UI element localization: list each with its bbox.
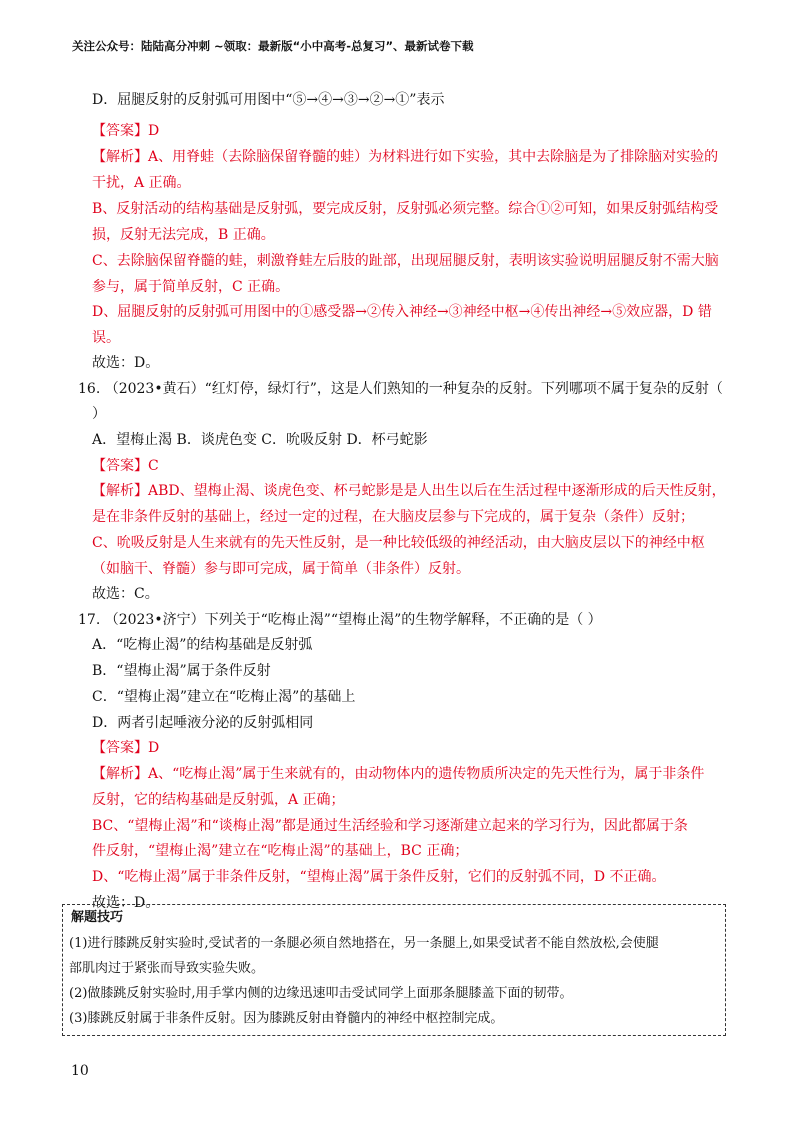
text-line: A．“吃梅止渴”的结构基础是反射弧 [92, 637, 313, 653]
text-line: D．屈腿反射的反射弧可用图中“⑤→④→③→②→①”表示 [92, 92, 445, 108]
text-line: 是在非条件反射的基础上，经过一定的过程，在大脑皮层参与下完成的，属于复杂（条件）反射； [92, 509, 694, 525]
text-line: 参与，属于简单反射，C 正确。 [92, 279, 290, 295]
tips-line: (1)进行膝跳反射实验时,受试者的一条腿必须自然地搭在，另一条腿上,如果受试者不能自然放松,会使腿 [69, 936, 659, 951]
text-line: 故选：D。 [92, 895, 160, 911]
tips-line: (2)做膝跳反射实验时,用手掌内侧的边缘迅速叩击受试同学上面那条腿膝盖下面的韧带。 [69, 986, 573, 1001]
text-line: 件反射，“望梅止渴”建立在“吃梅止渴”的基础上，BC 正确； [92, 843, 469, 859]
text-line: 16. （2023•黄石）“红灯停，绿灯行”，这是人们熟知的一种复杂的反射。下列哪项不属于复杂的反射（ [78, 381, 723, 397]
text-line: ） [92, 406, 106, 422]
text-line: C．“望梅止渴”建立在“吃梅止渴”的基础上 [92, 689, 356, 705]
text-line: 【解析】A、用脊蛙（去除脑保留脊髓的蛙）为材料进行如下实验，其中去除脑是为了排除脑对实验的 [92, 149, 719, 165]
text-line: BC、“望梅止渴”和“谈梅止渴”都是通过生活经验和学习逐渐建立起来的学习行为，因此都属于条 [92, 818, 688, 834]
text-line: D、屈腿反射的反射弧可用图中的①感受器→②传入神经→③神经中枢→④传出神经→⑤效应器，D 错 [92, 304, 712, 320]
text-line: B．“望梅止渴”属于条件反射 [92, 663, 271, 679]
text-line: 故选：D。 [92, 355, 160, 371]
text-line: 故选：C。 [92, 586, 159, 602]
text-line: 17. （2023•济宁）下列关于“吃梅止渴”“望梅止渴”的生物学解释，不正确的是（ ） [78, 612, 602, 628]
text-line: B、反射活动的结构基础是反射弧，要完成反射，反射弧必须完整。综合①②可知，如果反射弧结构受 [92, 201, 719, 217]
tips-title: 解题技巧 [71, 910, 124, 925]
text-line: D、“吃梅止渴”属于非条件反射，“望梅止渴”属于条件反射，它们的反射弧不同，D 不正确。 [92, 869, 666, 885]
text-line: D．两者引起唾液分泌的反射弧相同 [92, 715, 314, 731]
text-line: A．望梅止渴 B．谈虎色变 C．吮吸反射 D．杯弓蛇影 [92, 432, 428, 448]
page-number: 10 [71, 1063, 89, 1079]
text-line: （如脑干、脊髓）参与即可完成，属于简单（非条件）反射。 [92, 561, 470, 577]
tips-line: (3)膝跳反射属于非条件反射。因为膝跳反射由脊髓内的神经中枢控制完成。 [69, 1011, 504, 1026]
text-line: C、吮吸反射是人生来就有的先天性反射，是一种比较低级的神经活动，由大脑皮层以下的神经中枢 [92, 535, 705, 551]
text-line: 误。 [92, 330, 120, 346]
tips-box [62, 904, 726, 1036]
page-header: 关注公众号：陆陆高分冲刺 ~领取：最新版“小中高考-总复习”、最新试卷下载 [72, 39, 474, 53]
tips-line: 部肌肉过于紧张而导致实验失败。 [69, 961, 265, 976]
text-line: 干扰，A 正确。 [92, 175, 191, 191]
text-line: 【答案】D [92, 740, 160, 756]
text-line: 【解析】ABD、望梅止渴、谈虎色变、杯弓蛇影是是人出生以后在生活过程中逐渐形成的后天性反射， [92, 483, 726, 499]
text-line: 损，反射无法完成，B 正确。 [92, 227, 275, 243]
text-line: 【答案】D [92, 123, 160, 139]
text-line: 【解析】A、“吃梅止渴”属于生来就有的，由动物体内的遗传物质所决定的先天性行为，属于非条件 [92, 766, 705, 782]
text-line: C、去除脑保留脊髓的蛙，刺激脊蛙左后肢的趾部，出现屈腿反射，表明该实验说明屈腿反射不需大脑 [92, 253, 719, 269]
text-line: 【答案】C [92, 458, 159, 474]
text-line: 反射，它的结构基础是反射弧，A 正确； [92, 792, 345, 808]
